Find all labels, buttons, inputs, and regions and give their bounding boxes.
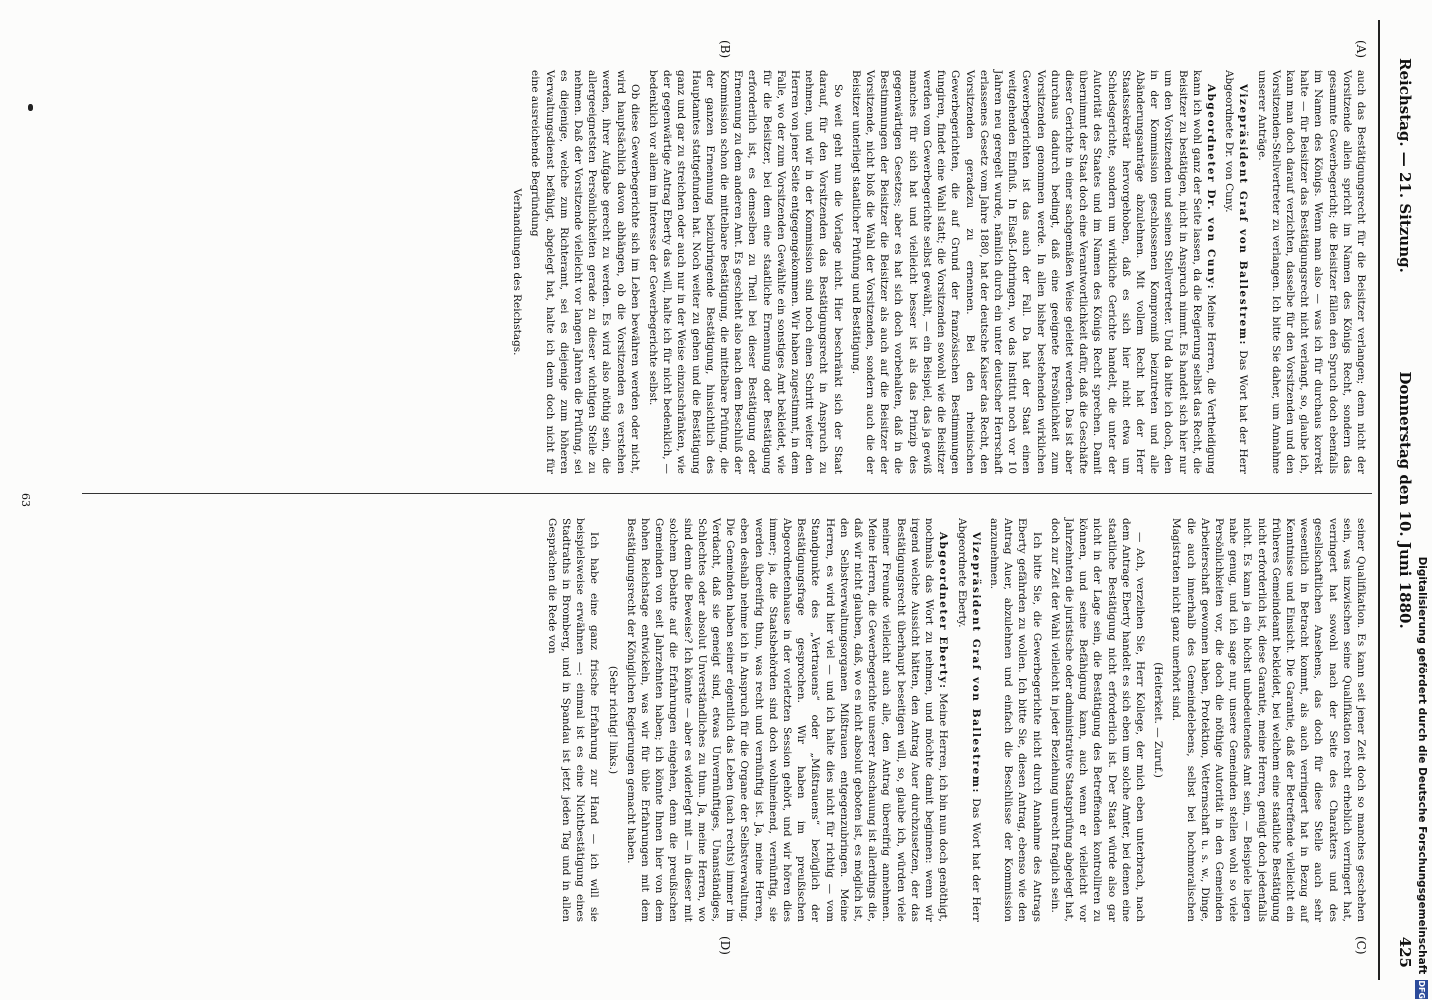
speech-text: Das Wort hat der Herr Abgeordnete Eberty.: [955, 518, 982, 922]
speech-text: Meine Herren, die Vertheidigung kann ich wohl ganz der Seite lassen, da die Regierung selbst das Recht, die Beisitzer zu bestätigen, nicht in Anspruch nimmt. Es handelt sich hier nur um den Vorsitzenden und seinen Stellvertreter. Und da bitte ich doch, den in der Kommission geschlossenen Kompromiß beizutreten und alle Abänderungsanträge abzulehnen. Mit vollem Recht hat der Herr Staatssekretär hervorgehoben, daß es sich hier nicht etwa um Schiedsgerichte, sondern um wirkliche Gerichte handelt, die unter der Autorität des Staates und im Namen des Königs Recht sprechen. Damit übernimmt der Staat doch eine Verantwortlichkeit dafür, daß die Geschäfte dieser Gerichte in einer sachgemäßen Weise geleitet werden. Das ist aber durchaus dadurch bedingt, daß eine geeignete Persönlichkeit zum Vorsitzenden genommen werde. In allen bisher bestehenden wirklichen Gewerbegerichten ist das auch der Fall. Da hat der Staat einen weitgehenden Einfluß. In Elsaß-Lothringen, wo das Institut noch vor 10 Jahren neu geregelt wurde, nämlich durch ein unter deutscher Herrschaft erlassenes Gesetz vom Jahre 1880, hat der deutsche Kaiser das Recht, den Vorsitzenden geradezu zu ernennen. Bei den rheinischen Gewerbegerichten, die auf Grund der französischen Bestimmungen fungiren, findet eine Wahl statt; die Vorsitzenden sowohl wie die Beisitzer werden vom Gewerbegerichte selbst gewählt, — ein Beispiel, das ja gewiß manches für sich hat und vielleicht besser ist als das Prinzip des gegenwärtigen Gesetzes; aber es hat sich doch vorbehalten, daß in die Bestimmungen der Beisitzer die Beisitzer als auch auf die Beisitzer der Vorsitzende, nicht bloß die Wahl der Vorsitzenden, sondern auch die der Beisitzer unterliegt staatlicher Prüfung und Bestätigung.: [849, 70, 1217, 474]
footer: [1412, 556, 1432, 1000]
speech-paragraph: [624, 518, 951, 922]
text-paragraph: seiner Qualifikation. Es kann seit jener Zeit doch so manches geschehen sein, was inzwischen seine Qualifikation recht erheblich verringert hat, verringert hat sowohl nach der Seite des Charakters und des gesellschaftlichen Ansehens, das doch für diese Stelle auch sehr wesentlich in Betracht kommt, als auch verringert hat in Bezug auf Kenntnisse und Einsicht. Die Garantie, daß der Betreffende vielleicht ein früheres Gemeindeamt bekleidet, bei welchem eine staatliche Bestätigung nicht erforderlich ist, diese Garantie, meine Herren, genügt doch jedenfalls nicht. Es kann ja ein höchst unbedeutendes Amt sein, — Beispiele liegen nahe genug, und ich sage nur, unsere Gemeinden stellen wohl so viele Persönlichkeiten vor, die doch die nöthige Autorität in den Gemeinden Arbeiterschaft gewonnen haben, Protektion, Vetternschaft u. s. w., Dinge, die auch innerhalb des Gemeindelebens, selbst bei hochmoralischen Magistraten nicht ganz unerhört sind.: [1170, 518, 1367, 922]
speaker-name: Vizepräsident Graf von Ballestrem:: [1237, 84, 1250, 346]
speech-paragraph: [1222, 70, 1250, 474]
speech-paragraph: [849, 70, 1218, 474]
text-paragraph: — Ach, verzeihen Sie, Herr Kollege, der mich eben unterbrach, nach dem Antrage Eberty handelt es sich eben um solche Amter, bei denen eine staatliche Bestätigung nicht erforderlich ist. Der Staat würde also gar nicht in der Lage sein, die Bestätigung des Betreffenden kontrolliren zu können, und seine Befähigung kann, auch wenn er vielleicht vor Jahrzehnten die juristische oder administrative Staatsprüfung abgelegt hat, doch zur Zeit der Wahl vielleicht in jeder Beziehung unrecht fraglich sein.: [1048, 518, 1146, 923]
speaker-name: Vizepräsident Graf von Ballestrem:: [969, 532, 982, 794]
speaker-name: Abgeordneter Eberty:: [937, 532, 950, 690]
right-column: [541, 518, 1368, 922]
text-paragraph: Ich habe eine ganz frische Erfahrung zur Hand — ich will sie beispielsweise erwähnen —: einmal ist es eine Nichtbestätigung eines Stadtraths in Bromberg, und in Spandau ist jetzt jeden Tag und in allen Gesprächen die Rede von: [545, 518, 601, 922]
note-line: (Heiterkeit. — Zuruf.): [1152, 662, 1165, 778]
footer-text: Digitalisierung gefördert durch die Deutsche Forschungsgemeinschaft: [1416, 556, 1428, 975]
speech-text: Das Wort hat der Herr Abgeordnete Dr. von Cuny.: [1223, 70, 1250, 474]
note-line: Verhandlungen des Reichstags.: [511, 188, 524, 356]
header-page-number: 425: [1396, 936, 1414, 968]
note-line: (Sehr richtig! links.): [606, 665, 619, 775]
text-paragraph: auch das Bestätigungsrecht für die Beisitzer verlangen; denn nicht der Vorsitzende allein spricht im Namen des Königs Recht, sondern das gesammte Gewerbegericht; die Beisitzer fällen den Spruch doch ebenfalls im Namen des Königs. Wenn man also — was ich für durchaus korrekt halte — für Beisitzer das Bestätigungsrecht nicht verlangt, so, glaube ich, kann man doch darauf verzichten, dasselbe für den Vorsitzenden und den Vorsitzenden-Stellvertreter zu verlangen. Ich bitte Sie daher, um Annahme unserer Anträge.: [1255, 70, 1367, 474]
text-paragraph: Ob diese Gewerbegerichte sich im Leben bewähren werden oder nicht, wird hauptsächlich davon abhängen, ob die Vorsitzenden es verstehen werden, ihrer Aufgabe gerecht zu werden. Es wird also nöthig sein, die allergeeignetsten Persönlichkeiten gerade zu dieser wichtigen Stelle zu nehmen. Daß der Vorsitzende vielleicht vor langen Jahren die Prüfung, sei es diejenige, welche zum Richteramt, sei es diejenige zum höheren Verwaltungsdienst befähigt, abgelegt hat, halte ich denn doch nicht für eine ausreichende Begründung: [529, 70, 641, 474]
dfg-logo-icon: DFG: [1417, 980, 1427, 999]
header-session: Reichstag. — 21. Sitzung.: [1396, 58, 1414, 273]
speech-paragraph: [954, 518, 982, 922]
header-date: Donnerstag den 10. Juni 1880.: [1396, 371, 1414, 629]
text-paragraph: So weit geht nun die Vorlage nicht. Hier beschränkt sich der Staat darauf, für den Vorsitzenden das Bestätigungsrecht in Anspruch zu nehmen, und wir in der Kommission sind noch einen Schritt weiter den Herren von jener Seite entgegengekommen. Wir haben zugestimmt, in dem Falle, wo der zum Vorsitzenden Gewählte ein sonstiges Amt bekleidet, wie für die Beisitzer, bei dem eine staatliche Ernennung oder Bestätigung erforderlich ist, es demselben zu Theil bei dieser Bestätigung oder Ernennung zu dem anderen Amt. Es geschieht also nach dem Beschluß der Kommission schon die mittelbare Bestätigung, die mittelbare Prüfung, die der ganzen Ernennung beizubringende Bestätigung, hinsichtlich des Hauptamtes stattgefunden hat. Noch weiter zu gehen und die Bestätigung ganz und gar zu streichen oder auch nur in der Weise einzuschränken, wie der gegenwärtige Antrag Eberty das will, halte ich für nicht bedenklich, — bedenklich vor allem im Interesse der Gewerbegerichte selbst.: [647, 70, 844, 474]
bottom-page-number: 63: [19, 493, 32, 507]
speech-text: Meine Herren, ich bin nun doch genöthigt, nochmals das Wort zu nehmen, und möchte damit beginnen: wenn wir irgend welche Aussicht hätten, den Antrag Auer durchzusetzen, der das Bestätigungsrecht überhaupt beseitigen will, so, glaube ich, würden viele meiner Freunde vielleicht auch alle, den Antrag übereifrig annehmen. Meine Herren, die Gewerbegerichte unserer Anschauung ist allerdings die, daß wir nicht glauben, daß, wo es nicht absolut geboten ist, es möglich ist, den Selbstverwaltungsorganen Mißtrauen entgegenzubringen. Meine Herren, es wird hier viel — und ich halte dies nicht für richtig — vom Standpunkte des „Vertrauens“ oder „Mißtrauens“ bezüglich der Bestätigungsfrage gesprochen. Wir haben im preußischen Abgeordnetenhause in der vorletzten Session gehört, und wir hören dies immer; ja, die Staatsbehörden sind doch wohlmeinend, vernünftig, sie werden übereifrig thun, was recht und vernünftig ist. Ja, meine Herren, eben deshalb nehme ich in Anspruch für die Organe der Selbstverwaltung. Die Gemeinden haben seiner eigentlich das Leben (nach rechts) immer im Verdacht, daß sie geneigt sind, etwas Unvernünftiges, Unanständiges, Schlechtes oder absolut Unverständliches zu thun. Ja, meine Herren, wo sind denn die Beweise? Ich könnte — aber es widerlegt mit — in dieser mit solchem Debatte auf die Erfahrungen eingehen, denn die preußischen Gemeinden von seit Jahrzehnten haben; ich könnte Ihnen hier von dem hohen Reichstage entwickeln, was wir für üble Erfahrungen mit dem Bestätigungsrecht der Königlichen Regierungen gemacht haben.: [624, 518, 950, 922]
marker-d: (D): [718, 936, 732, 955]
marker-c: (C): [1354, 936, 1368, 955]
speaker-name: Abgeordneter Dr. von Cuny:: [1204, 84, 1217, 291]
marker-b: (B): [718, 40, 732, 59]
column-divider: [82, 493, 1372, 494]
header-rule: [1378, 20, 1380, 980]
text-paragraph: Ich bitte Sie, die Gewerbegerichte nicht durch Annahme des Antrags Eberty gefährden zu wollen. Ich bitte Sie, diesen Antrag, ebenso wie den Antrag Auer, abzulehnen und einfach die Beschlüsse der Kommission anzunehmen.: [987, 518, 1043, 922]
scan-speck: [28, 104, 33, 111]
marker-a: (A): [1354, 40, 1368, 59]
left-column: [506, 70, 1368, 474]
